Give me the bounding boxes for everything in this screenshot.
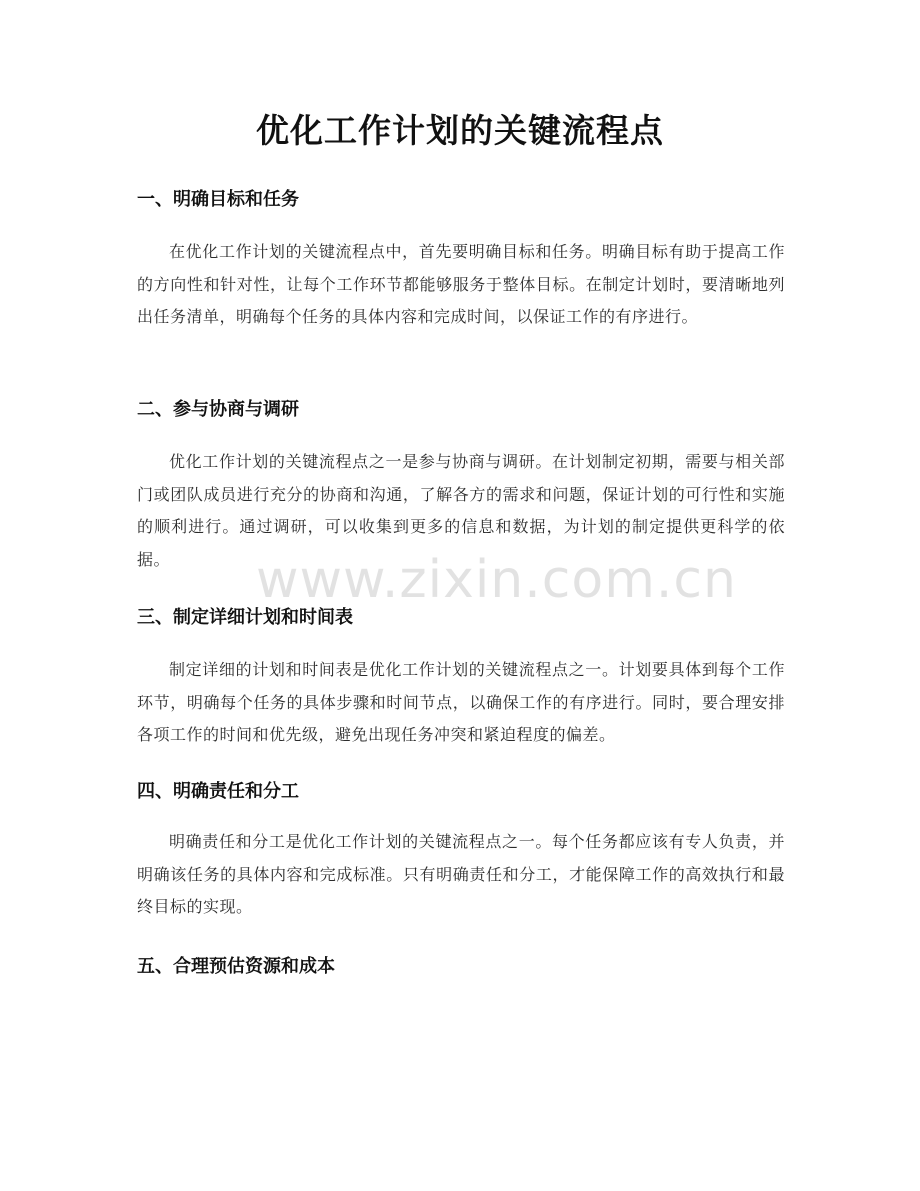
document-title: 优化工作计划的关键流程点 <box>256 111 664 150</box>
section-paragraph-2: 优化工作计划的关键流程点之一是参与协商与调研。在计划制定初期，需要与相关部门或团队成员进行充分的协商和沟通，了解各方的需求和问题，保证计划的可行性和实施的顺利进行。通过调研，可以收集到更多的信息和数据，为计划的制定提供更科学的依据。 <box>137 452 785 569</box>
section-paragraph-1: 在优化工作计划的关键流程点中，首先要明确目标和任务。明确目标有助于提高工作的方向性和针对性，让每个工作环节都能够服务于整体目标。在制定计划时，要清晰地列出任务清单，明确每个任务的具体内容和完成时间，以保证工作的有序进行。 <box>137 242 785 327</box>
section-heading-4: 四、明确责任和分工 <box>137 781 299 802</box>
section-heading-3: 三、制定详细计划和时间表 <box>137 607 353 628</box>
watermark: www.zixin.com.cn <box>256 550 737 610</box>
section-paragraph-3: 制定详细的计划和时间表是优化工作计划的关键流程点之一。计划要具体到每个工作环节，明确每个任务的具体步骤和时间节点，以确保工作的有序进行。同时，要合理安排各项工作的时间和优先级，避免出现任务冲突和紧迫程度的偏差。 <box>137 660 785 745</box>
section-heading-1: 一、明确目标和任务 <box>137 189 299 210</box>
section-heading-2: 二、参与协商与调研 <box>137 399 299 420</box>
section-heading-5: 五、合理预估资源和成本 <box>137 956 335 977</box>
section-paragraph-4: 明确责任和分工是优化工作计划的关键流程点之一。每个任务都应该有专人负责，并明确该任务的具体内容和完成标准。只有明确责任和分工，才能保障工作的高效执行和最终目标的实现。 <box>137 832 785 917</box>
